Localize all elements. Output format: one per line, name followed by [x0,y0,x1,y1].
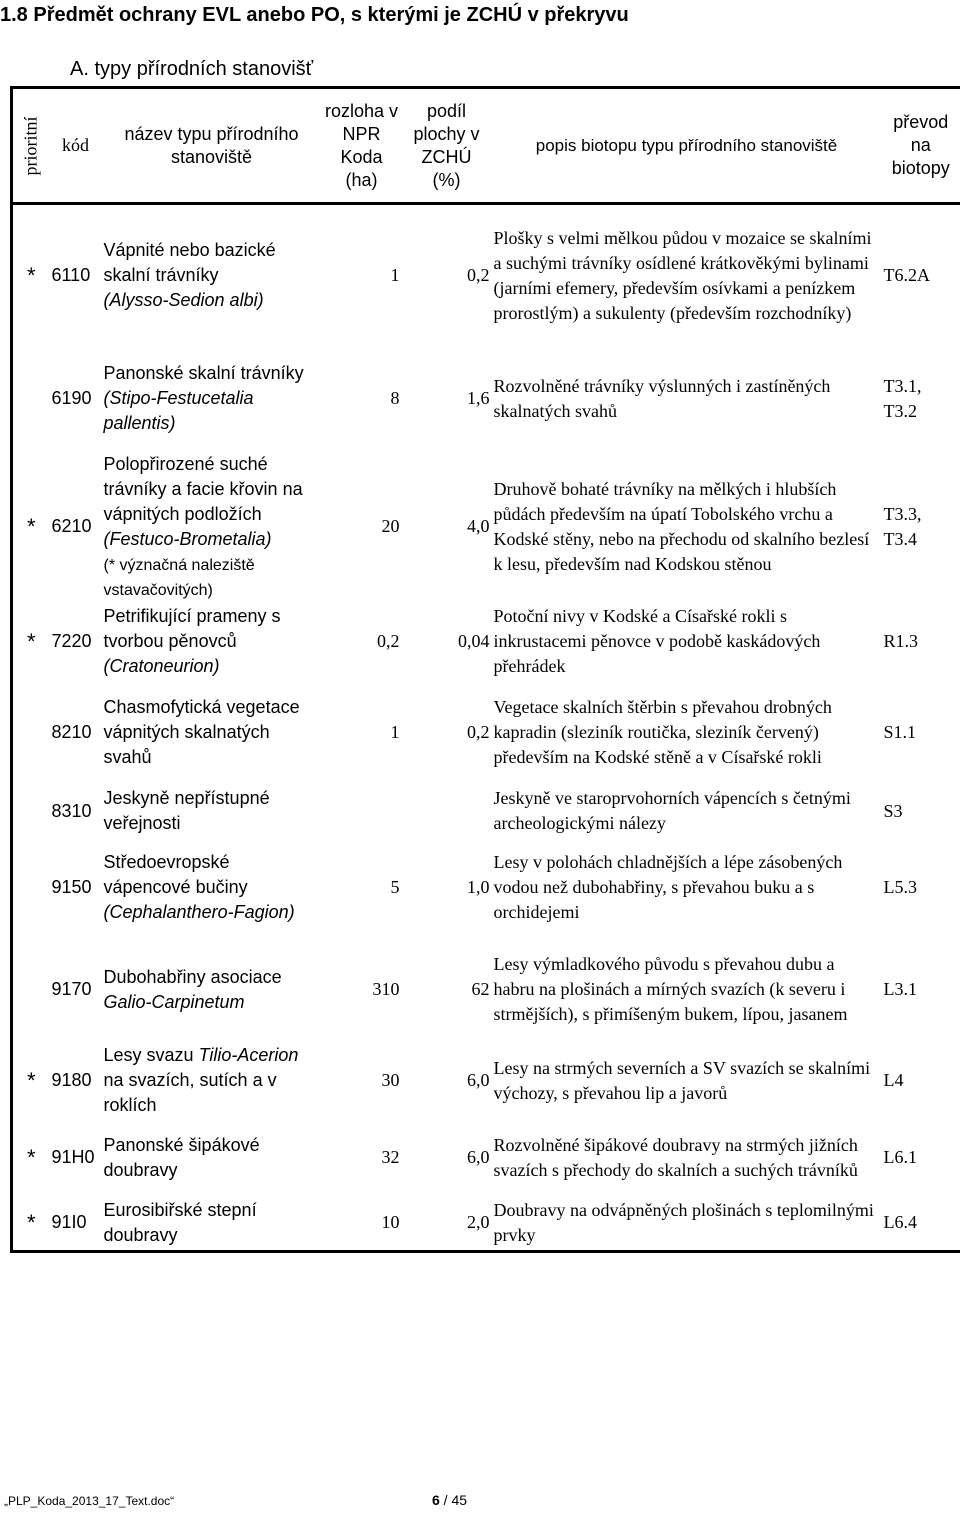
table-row [12,204,960,347]
subsection-heading: A. typy přírodních stanovišť [70,58,314,80]
biotope-transfer: L3.1 [883,979,917,999]
table-header-row [12,88,960,204]
habitat-area: 32 [381,1147,400,1167]
habitat-code: 9150 [51,877,92,897]
habitat-code: 6210 [51,516,92,536]
table-row [12,1196,960,1252]
biotope-transfer: T6.2A [883,265,930,286]
habitat-area: 20 [381,516,400,536]
priority-mark [12,938,50,1042]
habitat-description: Lesy na strmých severních a SV svazích se skalními výchozy, s převahou lip a javorů [493,1057,871,1103]
table-row [12,1042,960,1120]
header-transfer: převod na biotopy [882,88,960,204]
habitat-area [322,785,402,838]
biotope-transfer: T3.3, T3.4 [883,503,922,549]
habitat-note: (* význačná naleziště vstavačovitých) [103,556,255,599]
priority-mark [12,838,50,938]
habitat-description: Lesy výmladkového původu s převahou dubu a habru na plošinách a mírných svazích (k severu i strmějších), s přimíšeným bukem, lípou, jasanem [493,954,848,1024]
habitat-share: 0,2 [467,265,490,286]
habitat-code: 91H0 [51,1147,95,1167]
biotope-transfer: S3 [883,800,903,821]
biotope-transfer: S1.1 [883,722,917,742]
priority-mark [12,681,50,785]
habitat-code: 7220 [51,631,92,651]
habitat-share [402,785,492,838]
habitat-area: 1 [390,265,400,286]
habitat-share: 0,2 [467,722,490,742]
biotope-transfer: R1.3 [883,631,919,651]
habitat-name: Polopřirozené suché trávníky a facie křovin na vápnitých podložích (Festuco-Brometalia) (* význačná naleziště vstavačovitých) [103,453,303,599]
section-heading: 1.8 Předmět ochrany EVL anebo PO, s kterými je ZCHÚ v překryvu [0,4,629,26]
biotope-transfer: L5.3 [883,877,917,897]
header-area: rozloha v NPR Koda (ha) [322,88,402,204]
biotope-transfer: L6.1 [883,1147,917,1167]
priority-mark: * [26,262,36,288]
habitat-name: Panonské skalní trávníky (Stipo-Festucetalia pallentis) [103,363,304,433]
habitat-table [10,86,960,1253]
habitat-description: Rozvolněné trávníky výslunných i zastíněných skalnatých svahů [493,375,831,421]
priority-mark: * [26,1209,36,1235]
habitat-name: Lesy svazu Tilio-Acerion na svazích, sutích a v roklích [103,1045,299,1115]
table-row [12,451,960,603]
habitat-code: 8210 [51,722,92,742]
priority-mark: * [26,513,36,539]
habitat-description: Plošky s velmi mělkou půdou v mozaice se skalními a suchými trávníky osídlené krátkověkými bylinami (jarními efemery, především osívkami a penízkem prorostlým) a sukulenty (především rozchodníky) [493,227,872,323]
habitat-code: 8310 [51,800,92,821]
habitat-name: Eurosibiřské stepní doubravy [103,1199,257,1245]
header-priority: prioritní [12,88,50,204]
priority-mark [12,785,50,838]
table-row [12,838,960,938]
habitat-share: 0,04 [458,631,490,651]
habitat-description: Druhově bohaté trávníky na mělkých i hlubších půdách především na úpatí Tobolského vrchu a Kodské stěny, nebo na přechodu od skalního bezlesí k lesu, především nad Kodskou stěnou [493,478,870,574]
table-row [12,1120,960,1196]
table-row [12,603,960,681]
biotope-transfer: L4 [883,1070,904,1090]
table-row [12,785,960,838]
habitat-description: Vegetace skalních štěrbin s převahou drobných kapradin (sleziník routička, sleziník červený) především na Kodské stěně a v Císařské rokli [493,697,832,767]
habitat-share: 6,0 [467,1147,490,1167]
habitat-name: Petrifikující prameny s tvorbou pěnovců (Cratoneurion) [103,606,281,676]
priority-mark: * [26,1067,36,1093]
habitat-name: Jeskyně nepřístupné veřejnosti [103,788,270,833]
biotope-transfer: L6.4 [883,1212,917,1233]
header-name: název typu přírodního stanoviště [102,88,322,204]
habitat-code: 9170 [51,979,92,999]
habitat-area: 310 [372,979,400,999]
biotope-transfer: T3.1, T3.2 [883,375,922,421]
habitat-name: Chasmofytická vegetace vápnitých skalnatých svahů [103,697,300,767]
habitat-name: Panonské šipákové doubravy [103,1134,260,1180]
habitat-share: 1,6 [467,388,490,408]
habitat-area: 10 [381,1212,400,1233]
table-row [12,347,960,451]
table-row [12,938,960,1042]
habitat-share: 62 [471,979,490,999]
habitat-name: Vápnité nebo bazické skalní trávníky (Alysso-Sedion albi) [103,240,276,311]
habitat-share: 1,0 [467,877,490,897]
habitat-code: 9180 [51,1070,92,1090]
habitat-name: Středoevropské vápencové bučiny (Cephalanthero-Fagion) [103,852,295,922]
table-row [12,681,960,785]
habitat-description: Jeskyně ve staroprvohorních vápencích s četnými archeologickými nálezy [493,788,851,833]
habitat-area: 1 [390,722,400,742]
habitat-share: 2,0 [467,1212,490,1233]
habitat-description: Rozvolněné šipákové doubravy na strmých jižních svazích s přechody do skalních a suchých trávníků [493,1134,858,1180]
habitat-code: 6190 [51,388,92,408]
habitat-description: Potoční nivy v Kodské a Císařské rokli s inkrustacemi pěnovce v podobě kaskádových přehrádek [493,606,821,676]
habitat-area: 8 [390,388,400,408]
priority-mark: * [26,1144,36,1170]
habitat-name: Dubohabřiny asociace Galio-Carpinetum [103,966,282,1012]
footer-page-number: 6 / 45 [432,1492,468,1508]
header-code: kód [50,88,102,204]
habitat-code: 6110 [51,265,91,286]
habitat-description: Lesy v polohách chladnějších a lépe zásobených vodou než dubohabřiny, s převahou buku a s orchidejemi [493,852,843,922]
habitat-share: 4,0 [467,516,490,536]
priority-mark [12,347,50,451]
habitat-share: 6,0 [467,1070,490,1090]
habitat-code: 91I0 [51,1212,87,1233]
habitat-area: 30 [381,1070,400,1090]
priority-mark: * [26,628,36,654]
header-description: popis biotopu typu přírodního stanoviště [492,88,882,204]
habitat-description: Doubravy na odvápněných plošinách s teplomilnými prvky [493,1199,874,1245]
footer-document-name: „PLP_Koda_2013_17_Text.doc“ [4,1494,175,1508]
habitat-area: 5 [390,877,400,897]
habitat-area: 0,2 [377,631,400,651]
header-share: podíl plochy v ZCHÚ (%) [402,88,492,204]
